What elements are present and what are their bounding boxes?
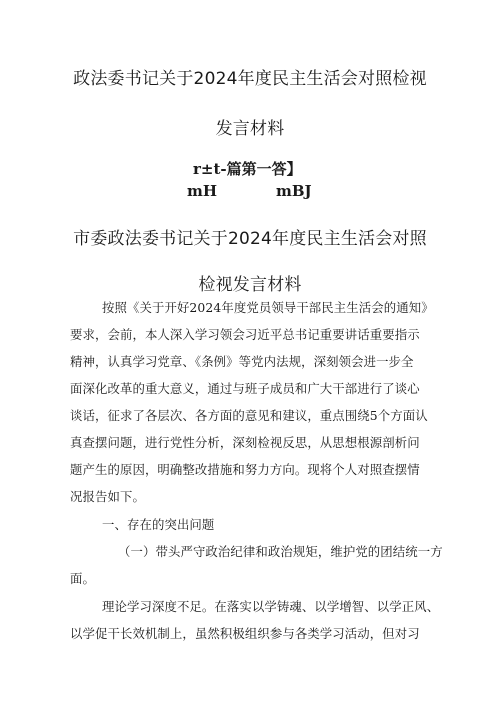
body-line-8: 况报告如下。 (70, 489, 145, 504)
body-line-3: 精神，认真学习党章、《条例》等党内法规，深刻领会进一步全 (70, 354, 414, 369)
heading1-line2: 发言材料 (215, 119, 285, 139)
subsection-heading-1: （一）带头严守政治纪律和政治规矩，维护党的团结统一方 (118, 544, 443, 559)
subsection-heading-1-cont: 面。 (70, 571, 95, 586)
body-line-9: 理论学习深度不足。在落实以学铸魂、以学增智、以学正风、 (102, 599, 440, 614)
heading2-line2: 检视发言材料 (198, 275, 302, 295)
body-line-5: 谈话，征求了各层次、各方面的意见和建议，重点围绕5个方面认 (70, 408, 428, 423)
body-line-4: 面深化改革的重大意义，通过与班子成员和广大干部进行了谈心 (70, 381, 420, 396)
glitch-line2-right: mBJ (276, 182, 312, 200)
body-line-6: 真查摆问题，进行党性分析，深刻检视反思，从思想根源剖析问 (70, 435, 420, 450)
body-line-2: 要求，会前，本人深入学习领会习近平总书记重要讲话重要指示 (70, 327, 420, 342)
glitch-line1: r±t-篇第一答】 (193, 160, 302, 178)
body-line-7: 题产生的原因，明确整改措施和努力方向。现将个人对照查摆情 (70, 462, 420, 477)
glitch-line2-left: mH (187, 182, 218, 200)
body-line-1: 按照《关于开好2024年度党员领导干部民主生活会的通知》 (102, 300, 434, 315)
heading2-line1: 市委政法委书记关于2024年度民主生活会对照 (73, 229, 427, 249)
heading1-line1: 政法委书记关于2024年度民主生活会对照检视 (73, 69, 427, 89)
body-line-10: 以学促干长效机制上，虽然积极组织参与各类学习活动，但对习 (70, 626, 420, 641)
section-heading-1: 一、存在的突出问题 (102, 517, 215, 532)
